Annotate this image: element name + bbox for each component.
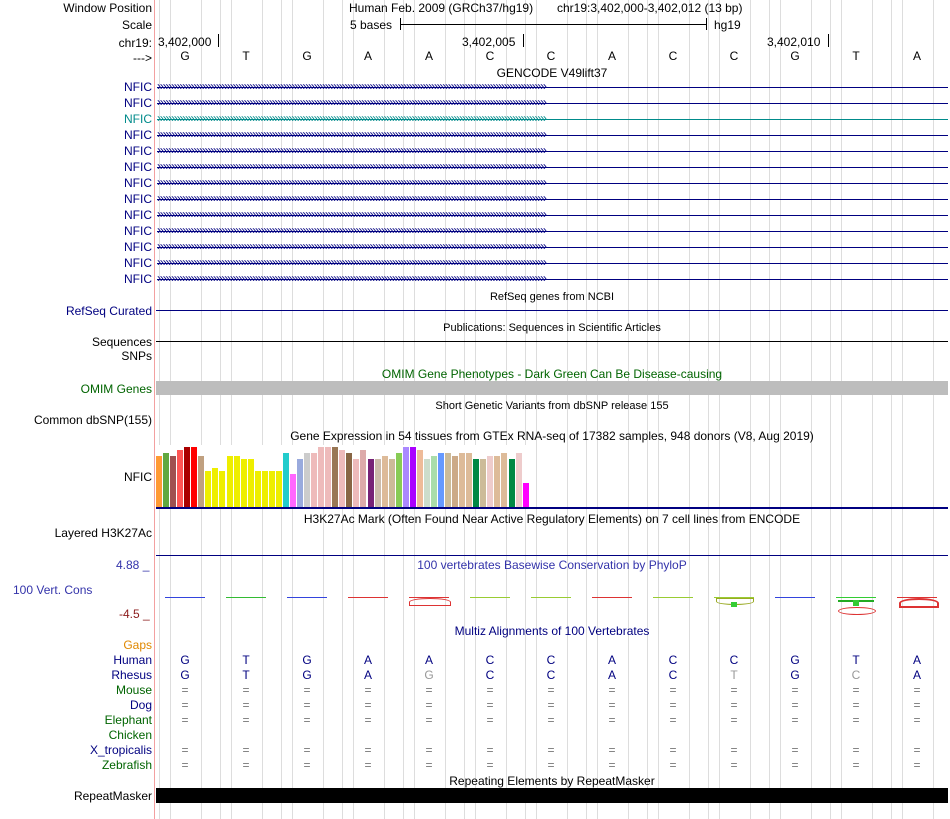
alignment-base: C (546, 653, 556, 667)
gtex-bar[interactable] (248, 459, 254, 507)
cons-logo (731, 602, 737, 607)
gencode-item-line (157, 183, 948, 184)
base-6: C (546, 49, 556, 63)
gtex-bar[interactable] (466, 453, 472, 507)
gtex-bar[interactable] (184, 447, 190, 507)
gencode-item-feature[interactable]: ››››››››››››››››››››››››››››››››››››››››››››››››››››››››››››››››››››››››››››››››››››››››››››››››››››››››››››››››››››››››››››››››››››››››››› (157, 159, 546, 173)
gtex-bar[interactable] (480, 459, 486, 507)
cons-logo (409, 598, 451, 606)
alignment-base: = (242, 713, 250, 727)
gtex-bar[interactable] (459, 453, 465, 507)
coord-0-tick (218, 34, 219, 47)
scale-bar (400, 24, 706, 25)
alignment-base: = (547, 743, 555, 757)
cons-mark (775, 597, 815, 598)
position-text[interactable]: chr19:3,402,000-3,402,012 (13 bp) (557, 1, 743, 15)
alignment-base: = (730, 683, 738, 697)
alignment-base: C (485, 653, 495, 667)
gtex-bar[interactable] (346, 453, 352, 507)
gtex-bar[interactable] (445, 453, 451, 507)
alignment-base: = (425, 758, 433, 772)
species-label[interactable]: Dog (129, 698, 152, 712)
repeatmasker-title[interactable]: Repeating Elements by RepeatMasker (449, 774, 655, 788)
alignment-base: = (303, 758, 311, 772)
cons-mark (165, 597, 205, 598)
alignment-base: = (425, 713, 433, 727)
alignment-base: G (790, 653, 800, 667)
gtex-bar[interactable] (501, 453, 507, 507)
gencode-item-feature[interactable]: ››››››››››››››››››››››››››››››››››››››››››››››››››››››››››››››››››››››››››››››››››››››››››››››››››››››››››››››››››››››››››››››››››››››››››› (157, 239, 546, 253)
gtex-bar[interactable] (219, 471, 225, 507)
gtex-bar[interactable] (353, 459, 359, 507)
alignment-base: = (608, 758, 616, 772)
base-7: A (607, 49, 616, 63)
gtex-bar[interactable] (318, 447, 324, 507)
pubs-label[interactable]: Sequences (91, 335, 152, 349)
gencode-item-feature[interactable]: ››››››››››››››››››››››››››››››››››››››››››››››››››››››››››››››››››››››››››››››››››››››››››››››››››››››››››››››››››››››››››››››››››››››››››› (157, 175, 546, 189)
refseq-label[interactable]: RefSeq Curated (65, 304, 152, 318)
alignment-base: C (546, 668, 556, 682)
gtex-bar[interactable] (375, 459, 381, 507)
cons-logo (853, 600, 859, 606)
alignment-base: = (669, 698, 677, 712)
gencode-item-line (157, 135, 948, 136)
gencode-item-label[interactable]: NFIC (124, 128, 152, 142)
scale-text: 5 bases (350, 18, 393, 32)
alignment-base: = (242, 743, 250, 757)
left-margin-line (154, 0, 155, 819)
gencode-item-label[interactable]: NFIC (124, 176, 152, 190)
alignment-base: = (181, 683, 189, 697)
gtex-bar[interactable] (509, 459, 515, 507)
alignment-base: = (730, 743, 738, 757)
alignment-base: = (730, 713, 738, 727)
alignment-base: = (181, 713, 189, 727)
species-label[interactable]: X_tropicalis (89, 743, 152, 757)
alignment-base: = (913, 743, 921, 757)
gtex-bar[interactable] (410, 447, 416, 507)
cons-mark (531, 597, 571, 598)
gtex-bar[interactable] (234, 456, 240, 507)
species-label[interactable]: Zebrafish (101, 758, 152, 772)
cons-label[interactable]: 100 Vert. Cons (13, 583, 93, 597)
refseq-feature[interactable] (156, 310, 948, 311)
species-label[interactable]: Human (113, 653, 152, 667)
cons-title[interactable]: 100 vertebrates Basewise Conservation by PhyloP (417, 558, 687, 572)
alignment-base: A (607, 668, 616, 682)
scale-bar-right-tick (706, 18, 707, 30)
gtex-bar[interactable] (276, 471, 282, 507)
gencode-item-feature[interactable]: ››››››››››››››››››››››››››››››››››››››››››››››››››››››››››››››››››››››››››››››››››››››››››››››››››››››››››››››››››››››››››››››››››››››››››› (157, 79, 546, 93)
gencode-item-feature[interactable]: ››››››››››››››››››››››››››››››››››››››››››››››››››››››››››››››››››››››››››››››››››››››››››››››››››››››››››››››››››››››››››››››››››››››››››› (157, 191, 546, 205)
gencode-item-label[interactable]: NFIC (124, 160, 152, 174)
gtex-bar[interactable] (283, 453, 289, 507)
alignment-base: = (364, 758, 372, 772)
gencode-item-line (157, 263, 948, 264)
cons-mark (653, 597, 693, 598)
gtex-bar[interactable] (170, 456, 176, 507)
gtex-bar[interactable] (452, 456, 458, 507)
cons-mark (470, 597, 510, 598)
alignment-base: = (913, 683, 921, 697)
assembly-text: Human Feb. 2009 (GRCh37/hg19) (349, 1, 534, 15)
alignment-base: = (913, 698, 921, 712)
alignment-base: = (547, 758, 555, 772)
base-3: A (363, 49, 372, 63)
gencode-item-feature[interactable]: ››››››››››››››››››››››››››››››››››››››››››››››››››››››››››››››››››››››››››››››››››››››››››››››››››››››››››››››››››››››››››››››››››››››››››› (157, 223, 546, 237)
alignment-base: G (424, 668, 434, 682)
gtex-bar[interactable] (403, 447, 409, 507)
alignment-base: = (303, 683, 311, 697)
alignment-base: = (181, 743, 189, 757)
alignment-base: = (852, 758, 860, 772)
alignment-base: C (729, 653, 739, 667)
gtex-bar[interactable] (255, 471, 261, 507)
gtex-bar[interactable] (290, 474, 296, 507)
base-12: A (912, 49, 921, 63)
base-10: G (790, 49, 800, 63)
h3k27ac-title[interactable]: H3K27Ac Mark (Often Found Near Active Regulatory Elements) on 7 cell lines from ENCODE (303, 512, 801, 526)
alignment-base: = (669, 758, 677, 772)
alignment-base: T (852, 653, 860, 667)
alignment-base: = (730, 758, 738, 772)
gencode-item-line (157, 247, 948, 248)
alignment-base: = (425, 743, 433, 757)
alignment-base: = (608, 698, 616, 712)
gencode-item-feature[interactable]: ››››››››››››››››››››››››››››››››››››››››››››››››››››››››››››››››››››››››››››››››››››››››››››››››››››››››››››››››››››››››››››››››››››››››››› (157, 143, 546, 157)
gencode-item-label[interactable]: NFIC (124, 240, 152, 254)
coord-0: 3,402,000 (158, 35, 212, 49)
gencode-item-feature[interactable]: ››››››››››››››››››››››››››››››››››››››››››››››››››››››››››››››››››››››››››››››››››››››››››››››››››››››››››››››››››››››››››››››››››››››››››› (157, 95, 546, 109)
alignment-base: = (791, 698, 799, 712)
alignment-base: = (486, 713, 494, 727)
alignment-base: = (791, 743, 799, 757)
alignment-base: = (852, 683, 860, 697)
cons-logo (899, 598, 939, 608)
alignment-base: = (364, 698, 372, 712)
alignment-base: = (669, 713, 677, 727)
snps-label[interactable]: SNPs (121, 349, 152, 363)
gtex-chart[interactable] (156, 445, 536, 507)
alignment-base: T (242, 668, 250, 682)
alignment-base: = (852, 698, 860, 712)
gtex-baseline (156, 507, 948, 509)
cons-mark (592, 597, 632, 598)
alignment-base: = (547, 713, 555, 727)
gtex-bar[interactable] (241, 459, 247, 507)
alignment-base: = (486, 698, 494, 712)
alignment-base: = (852, 743, 860, 757)
alignment-base: = (547, 683, 555, 697)
alignment-base: = (486, 683, 494, 697)
repeatmasker-feature[interactable] (156, 788, 948, 803)
alignment-base: = (303, 698, 311, 712)
omim-label[interactable]: OMIM Genes (80, 382, 152, 396)
refseq-title[interactable]: RefSeq genes from NCBI (489, 291, 615, 303)
alignment-base: T (242, 653, 250, 667)
h3k27ac-label[interactable]: Layered H3K27Ac (54, 526, 152, 540)
alignment-base: = (669, 683, 677, 697)
alignment-base: = (364, 713, 372, 727)
db-text: hg19 (714, 18, 741, 32)
alignment-base: G (180, 668, 190, 682)
gtex-bar[interactable] (325, 447, 331, 507)
gtex-bar[interactable] (424, 459, 430, 507)
alignment-base: = (608, 743, 616, 757)
gencode-item-label[interactable]: NFIC (124, 272, 152, 286)
cons-logo (838, 607, 876, 615)
gtex-bar[interactable] (177, 450, 183, 507)
gencode-title[interactable]: GENCODE V49lift37 (496, 66, 608, 80)
cons-max: 4.88 _ (116, 558, 150, 572)
cons-mark (287, 597, 327, 598)
alignment-base: G (180, 653, 190, 667)
gtex-bar[interactable] (191, 447, 197, 507)
alignment-base: = (242, 683, 250, 697)
gencode-item-line (157, 215, 948, 216)
alignment-base: = (730, 698, 738, 712)
gtex-bar[interactable] (382, 456, 388, 507)
gtex-bar[interactable] (205, 471, 211, 507)
cons-mark (836, 597, 876, 598)
gencode-item-feature[interactable]: ››››››››››››››››››››››››››››››››››››››››››››››››››››››››››››››››››››››››››››››››››››››››››››››››››››››››››››››››››››››››››››››››››››››››››› (157, 207, 546, 221)
gencode-item-line (157, 279, 948, 280)
gtex-bar[interactable] (396, 453, 402, 507)
gtex-bar[interactable] (339, 450, 345, 507)
alignment-base: A (607, 653, 616, 667)
alignment-base: = (608, 683, 616, 697)
alignment-base: T (730, 668, 738, 682)
alignment-base: G (302, 668, 312, 682)
gencode-item-label[interactable]: NFIC (124, 112, 152, 126)
alignment-base: = (425, 698, 433, 712)
gtex-bar[interactable] (389, 459, 395, 507)
coord-1-tick (523, 34, 524, 47)
chrom-label: chr19: (118, 36, 152, 50)
gtex-bar[interactable] (438, 453, 444, 507)
alignment-base: = (181, 698, 189, 712)
alignment-base: = (242, 698, 250, 712)
gtex-bar[interactable] (311, 453, 317, 507)
window-position-label: Window Position (63, 1, 152, 15)
gencode-item-label[interactable]: NFIC (124, 208, 152, 222)
alignment-base: = (913, 758, 921, 772)
dbsnp-title[interactable]: Short Genetic Variants from dbSNP release 155 (435, 400, 669, 412)
alignment-base: = (791, 758, 799, 772)
alignment-base: = (364, 743, 372, 757)
gtex-title[interactable]: Gene Expression in 54 tissues from GTEx RNA-seq of 17382 samples, 948 donors (V8, Aug 2019) (290, 429, 814, 443)
alignment-base: A (424, 653, 433, 667)
alignment-base: = (486, 743, 494, 757)
alignment-base: = (547, 698, 555, 712)
gtex-bar[interactable] (156, 456, 162, 507)
omim-title[interactable]: OMIM Gene Phenotypes - Dark Green Can Be Disease-causing (381, 367, 723, 381)
gtex-bar[interactable] (262, 471, 268, 507)
gtex-label[interactable]: NFIC (124, 470, 152, 484)
h3k27ac-baseline (156, 555, 948, 556)
strand-label: ---> (133, 51, 152, 65)
gencode-item-feature[interactable]: ››››››››››››››››››››››››››››››››››››››››››››››››››››››››››››››››››››››››››››››››››››››››››››››››››››››››››››››››››››››››››››››››››››››››››› (157, 111, 546, 125)
scale-bar-left-tick (400, 18, 401, 30)
alignment-base: = (425, 683, 433, 697)
repeatmasker-label[interactable]: RepeatMasker (73, 789, 152, 803)
gtex-bar[interactable] (212, 468, 218, 507)
gtex-bar[interactable] (431, 456, 437, 507)
species-label[interactable]: Mouse (115, 683, 152, 697)
gencode-item-line (157, 151, 948, 152)
gencode-item-label[interactable]: NFIC (124, 256, 152, 270)
gtex-bar[interactable] (304, 453, 310, 507)
gtex-bar[interactable] (473, 459, 479, 507)
species-label[interactable]: Rhesus (111, 668, 152, 682)
alignment-base: G (790, 668, 800, 682)
coord-2-tick (828, 34, 829, 47)
gtex-bar[interactable] (332, 447, 338, 507)
alignment-base: = (791, 713, 799, 727)
gencode-item-line (157, 119, 948, 120)
alignment-base: G (302, 653, 312, 667)
cons-mark (348, 597, 388, 598)
cons-min: -4.5 _ (119, 607, 150, 621)
gencode-item-line (157, 167, 948, 168)
alignment-base: A (363, 653, 372, 667)
gencode-item-line (157, 103, 948, 104)
gtex-bar[interactable] (297, 459, 303, 507)
base-0: G (180, 49, 190, 63)
gtex-bar[interactable] (494, 456, 500, 507)
gtex-bar[interactable] (417, 450, 423, 507)
alignment-base: A (912, 653, 921, 667)
alignment-base: = (669, 743, 677, 757)
alignment-base: = (791, 683, 799, 697)
alignment-base: = (913, 713, 921, 727)
gencode-item-feature[interactable]: ››››››››››››››››››››››››››››››››››››››››››››››››››››››››››››››››››››››››››››››››››››››››››››››››››››››››››››››››››››››››››››››››››››››››››› (157, 271, 546, 285)
gtex-bar[interactable] (487, 456, 493, 507)
pubs-title[interactable]: Publications: Sequences in Scientific Articles (443, 322, 661, 334)
base-9: C (729, 49, 739, 63)
gencode-item-feature[interactable]: ››››››››››››››››››››››››››››››››››››››››››››››››››››››››››››››››››››››››››››››››››››››››››››››››››››››››››››››››››››››››››››››››››››››››››› (157, 255, 546, 269)
gtex-bar[interactable] (163, 453, 169, 507)
gencode-item-line (157, 199, 948, 200)
alignment-base: = (242, 758, 250, 772)
base-11: T (852, 49, 860, 63)
species-label[interactable]: Elephant (104, 713, 152, 727)
gtex-bar[interactable] (516, 453, 522, 507)
gtex-bar[interactable] (227, 456, 233, 507)
alignment-base: C (668, 653, 678, 667)
base-2: G (302, 49, 312, 63)
gencode-item-label[interactable]: NFIC (124, 96, 152, 110)
gtex-bar[interactable] (368, 459, 374, 507)
gencode-item-label[interactable]: NFIC (124, 80, 152, 94)
multiz-title[interactable]: Multiz Alignments of 100 Vertebrates (454, 624, 650, 638)
gtex-bar[interactable] (523, 483, 529, 507)
gencode-item-feature[interactable]: ››››››››››››››››››››››››››››››››››››››››››››››››››››››››››››››››››››››››››››››››››››››››››››››››››››››››››››››››››››››››››››››››››››››››››› (157, 127, 546, 141)
alignment-base: C (485, 668, 495, 682)
alignment-base: = (181, 758, 189, 772)
pubs-feature[interactable] (156, 341, 948, 342)
species-label[interactable]: Chicken (108, 728, 152, 742)
alignment-base: = (486, 758, 494, 772)
gtex-bar[interactable] (360, 450, 366, 507)
alignment-base: = (852, 713, 860, 727)
base-5: C (485, 49, 495, 63)
omim-feature[interactable] (156, 381, 948, 395)
alignment-base: = (364, 683, 372, 697)
base-1: T (242, 49, 250, 63)
base-4: A (424, 49, 433, 63)
gencode-item-line (157, 87, 948, 88)
alignment-base: C (668, 668, 678, 682)
gtex-bar[interactable] (269, 471, 275, 507)
gencode-item-label[interactable]: NFIC (124, 192, 152, 206)
gencode-item-line (157, 231, 948, 232)
coord-1: 3,402,005 (462, 35, 516, 49)
coord-2: 3,402,010 (767, 35, 821, 49)
gencode-item-label[interactable]: NFIC (124, 224, 152, 238)
alignment-base: = (608, 713, 616, 727)
alignment-base: A (363, 668, 372, 682)
scale-label: Scale (121, 18, 152, 32)
gtex-bar[interactable] (198, 456, 204, 507)
alignment-base: = (303, 743, 311, 757)
alignment-base: = (303, 713, 311, 727)
gaps-label[interactable]: Gaps (123, 638, 152, 652)
alignment-base: C (851, 668, 861, 682)
alignment-base: A (912, 668, 921, 682)
base-8: C (668, 49, 678, 63)
gencode-item-label[interactable]: NFIC (124, 144, 152, 158)
cons-mark (226, 597, 266, 598)
dbsnp-label[interactable]: Common dbSNP(155) (33, 413, 152, 427)
